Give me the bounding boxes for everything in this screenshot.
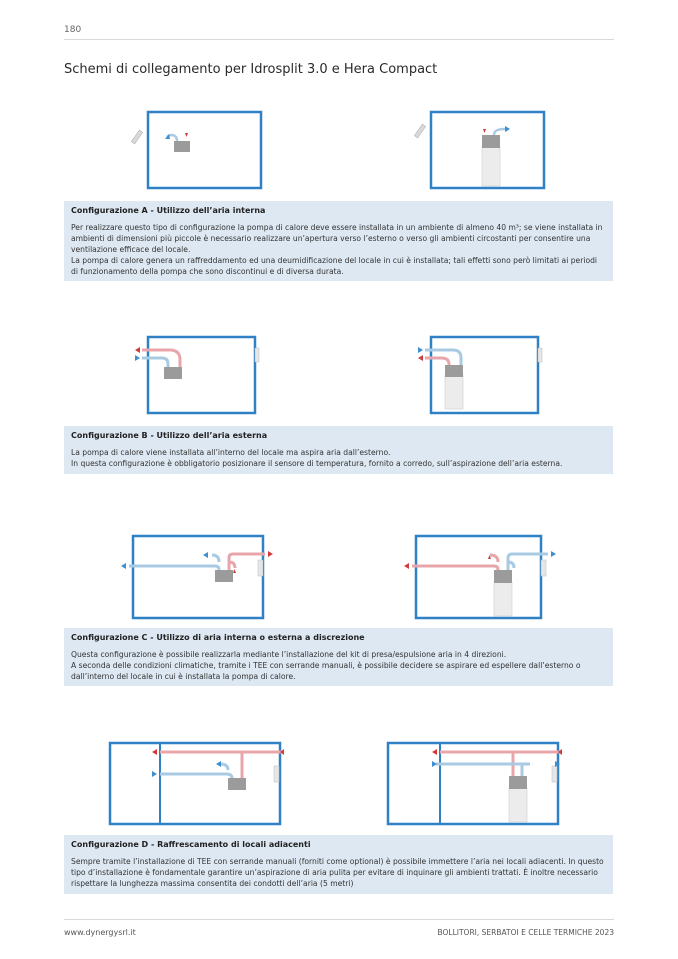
cold-arrow-inside (216, 761, 221, 767)
footer-divider (64, 919, 614, 920)
hot-arrow (135, 347, 140, 353)
diagram-b-right (413, 333, 553, 417)
tank (509, 788, 527, 822)
cold-duct-long (129, 566, 219, 572)
diagram-d-right (380, 738, 570, 828)
cold-air-flow (494, 129, 505, 135)
heat-pump-unit (482, 135, 500, 148)
room-wall (416, 536, 541, 618)
cold-duct (160, 774, 232, 782)
wall-sensor (258, 560, 263, 576)
cold-arrow-inside (203, 552, 208, 558)
heat-pump-unit (494, 570, 512, 583)
cold-arrow (418, 347, 423, 353)
heat-pump-unit (164, 367, 182, 379)
config-d-paragraph-1: Sempre tramite l’installazione di TEE con serrande manuali (forniti come optional) è possibile immettere l’aria nei locali adiacenti. In questo tipo d’installazione è fondamentale garantire un’aspirazione di aria pulita per evitare di inquinare gli ambienti trattati. È inoltre necessario rispettare la lunghezza massima consentita dei condotti dell’aria (5 metri) (71, 857, 604, 888)
footer-catalog-title: BOLLITORI, SERBATOI E CELLE TERMICHE 2023 (437, 928, 614, 937)
cold-arrow (135, 355, 140, 361)
hot-arrow-room (152, 749, 157, 755)
hot-arrow-outside (404, 563, 409, 569)
cold-arrow-outside (121, 563, 126, 569)
config-d-heading: Configurazione D - Raffrescamento di locali adiacenti (71, 840, 311, 849)
tank (482, 146, 500, 186)
diagram-a-right (413, 108, 553, 192)
room-wall (110, 743, 280, 824)
hot-duct-long (412, 566, 498, 572)
diagram-b-left (130, 333, 270, 417)
wall-sensor (274, 766, 279, 782)
wall-vent (414, 124, 425, 138)
config-c-text (71, 649, 606, 682)
tank (445, 375, 463, 409)
config-a-paragraph-1: Per realizzare questo tipo di configurazione la pompa di calore deve essere installata in un ambiente di almeno 40 m³; se viene installata in ambienti di dimensioni più piccole è necessario realizzare un’apertura verso l’esterno o verso gli ambienti circostanti per consentire una ventilazione efficace del locale. (71, 223, 603, 254)
config-a-text (71, 222, 606, 277)
heat-pump-unit (174, 141, 190, 152)
hot-arrow-inside (233, 569, 236, 573)
room-wall (133, 536, 263, 618)
hot-arrow (483, 129, 486, 133)
config-b-heading: Configurazione B - Utilizzo dell’aria esterna (71, 431, 268, 440)
heat-pump-unit (445, 365, 463, 377)
config-b-paragraph-2: In questa configurazione è obbligatorio posizionare il sensore di temperatura, fornito a corredo, sull’aspirazione dell’aria esterna. (71, 459, 563, 468)
diagram-c-right (398, 532, 558, 622)
cold-duct (142, 358, 168, 368)
footer-website[interactable]: www.dynergysrl.it (64, 928, 136, 937)
room-wall (148, 112, 261, 188)
diagram-d-left (102, 738, 292, 828)
tank (494, 582, 512, 616)
hot-arrow-outside (268, 551, 273, 557)
hot-duct-short (490, 555, 498, 562)
cold-duct-branch (220, 764, 228, 770)
cold-arrow-outside (551, 551, 556, 557)
heat-pump-unit (228, 778, 246, 790)
page-number: 180 (64, 25, 82, 35)
config-c-heading: Configurazione C - Utilizzo di aria interna o esterna a discrezione (71, 633, 365, 642)
config-c-box (64, 628, 613, 686)
config-c-paragraph-1: Questa configurazione è possibile realizzarla mediante l’installazione del kit di presa/espulsione aria in 4 direzioni. (71, 650, 507, 659)
wall-sensor (541, 560, 546, 576)
config-a-box (64, 201, 613, 281)
room-wall (388, 743, 558, 824)
cold-arrow (505, 126, 510, 132)
cold-arrow-room (152, 771, 157, 777)
wall-sensor (255, 348, 259, 362)
cold-duct-short (212, 555, 219, 562)
config-d-box (64, 835, 613, 894)
config-b-box (64, 426, 613, 474)
config-b-text (71, 447, 606, 469)
header-divider (64, 39, 614, 40)
hot-arrow (185, 133, 188, 137)
wall-vent (131, 130, 142, 144)
heat-pump-unit (215, 570, 233, 582)
config-b-paragraph-1: La pompa di calore viene installata all’interno del locale ma aspira aria dall’esterno. (71, 448, 391, 457)
heat-pump-unit (509, 776, 527, 789)
config-a-paragraph-2: La pompa di calore genera un raffreddamento ed una deumidificazione del locale in cui è installata; tali effetti sono però limitati ai periodi di funzionamento della pompa che sono discontinui e di diversa durata. (71, 256, 598, 276)
config-c-paragraph-2: A seconda delle condizioni climatiche, tramite i TEE con serrande manuali, è possibile decidere se aspirare ed espellere dall’esterno o dall’interno del locale in cui è installata la pompa di calore. (71, 661, 581, 681)
diagram-c-left (115, 532, 275, 622)
page-title: Schemi di collegamento per Idrosplit 3.0 e Hera Compact (64, 62, 438, 77)
cold-arrow-room (432, 761, 437, 767)
config-d-text (71, 856, 606, 889)
config-a-heading: Configurazione A - Utilizzo dell’aria interna (71, 206, 266, 215)
hot-arrow (418, 355, 423, 361)
diagram-a-left (130, 108, 270, 192)
hot-arrow-room (432, 749, 437, 755)
wall-sensor (552, 766, 557, 782)
wall-sensor (538, 348, 542, 362)
